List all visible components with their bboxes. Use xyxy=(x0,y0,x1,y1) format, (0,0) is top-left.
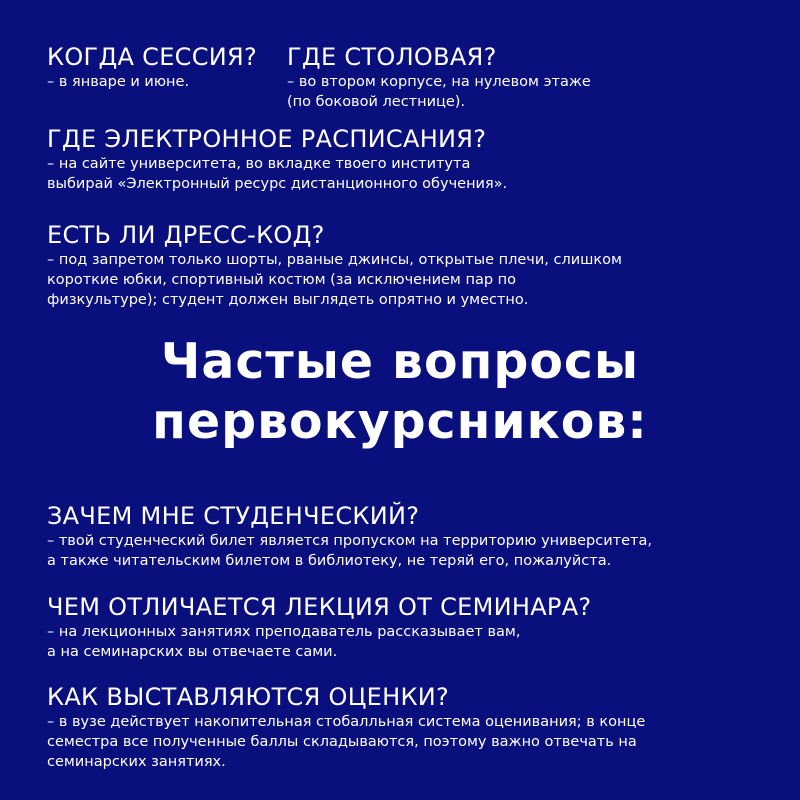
answer-lecture-seminar xyxy=(47,622,591,662)
question-session: КОГДА СЕССИЯ? xyxy=(47,43,258,71)
question-student-card: ЗАЧЕМ МНЕ СТУДЕНЧЕСКИЙ? xyxy=(47,502,420,530)
faq-lecture-seminar xyxy=(47,594,591,662)
answer-line: – в январе и июне. xyxy=(47,74,190,90)
answer-grades xyxy=(47,712,645,772)
faq-grades xyxy=(47,684,645,772)
answer-line: – во втором корпусе, на нулевом этаже xyxy=(287,74,591,90)
answer-line: физкультуре); студент должен выглядеть опрятно и уместно. xyxy=(47,292,529,308)
answer-line: короткие юбки, спортивный костюм (за исключением пар по xyxy=(47,272,516,288)
faq-student-card xyxy=(47,503,652,571)
question-lecture-seminar: ЧЕМ ОТЛИЧАЕТСЯ ЛЕКЦИЯ ОТ СЕМИНАРА? xyxy=(47,593,592,621)
faq-session xyxy=(47,44,257,92)
answer-student-card xyxy=(47,531,652,571)
answer-line: – под запретом только шорты, рваные джинсы, открытые плечи, слишком xyxy=(47,252,622,268)
answer-line: – на сайте университета, во вкладке твоего института xyxy=(47,156,471,172)
question-dress-code: ЕСТЬ ЛИ ДРЕСС-КОД? xyxy=(47,221,325,249)
answer-canteen xyxy=(287,72,591,112)
question-grades: КАК ВЫСТАВЛЯЮТСЯ ОЦЕНКИ? xyxy=(47,683,450,711)
faq-dress-code xyxy=(47,222,622,310)
answer-line: а на семинарских вы отвечаете сами. xyxy=(47,644,338,660)
answer-line: семинарских занятиях. xyxy=(47,754,226,770)
question-canteen: ГДЕ СТОЛОВАЯ? xyxy=(287,43,497,71)
answer-session xyxy=(47,72,257,92)
answer-line: семестра все полученные баллы складываются, поэтому важно отвечать на xyxy=(47,734,637,750)
answer-line: – на лекционных занятиях преподаватель рассказывает вам, xyxy=(47,624,521,640)
title-line: Частые вопросы xyxy=(160,333,640,390)
page-title xyxy=(0,332,800,452)
answer-line: а также читательским билетом в библиотеку, не теряй его, пожалуйста. xyxy=(47,553,612,569)
faq-schedule xyxy=(47,126,507,194)
faq-canteen xyxy=(287,44,591,112)
answer-line: выбирай «Электронный ресурс дистанционного обучения». xyxy=(47,176,508,192)
answer-line: – твой студенческий билет является пропуском на территорию университета, xyxy=(47,533,652,549)
answer-dress-code xyxy=(47,250,622,310)
answer-line: (по боковой лестнице). xyxy=(287,94,466,110)
answer-schedule xyxy=(47,154,507,194)
answer-line: – в вузе действует накопительная стобалльная система оценивания; в конце xyxy=(47,714,646,730)
question-schedule: ГДЕ ЭЛЕКТРОННОЕ РАСПИСАНИЯ? xyxy=(47,125,487,153)
title-line: первокурсников: xyxy=(152,393,648,450)
